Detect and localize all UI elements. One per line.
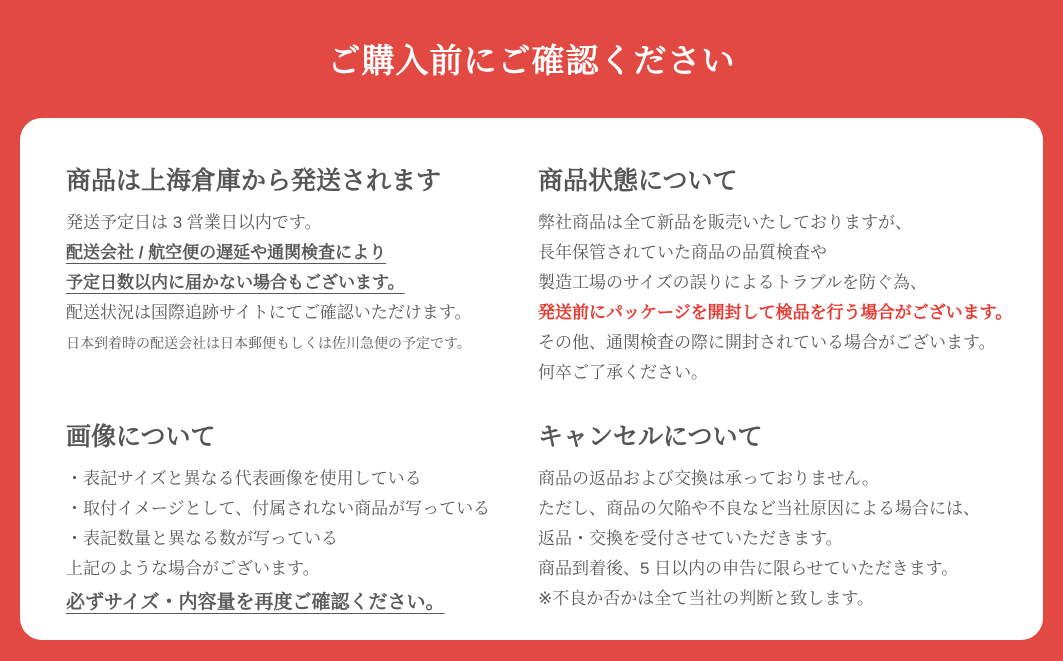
shipping-line-4: 配送状況は国際追跡サイトにてご確認いただけます。 <box>66 303 472 322</box>
cancellation-line-5: ※不良か否かは全て当社の判断と致します。 <box>538 589 874 608</box>
section-images-heading: 画像について <box>66 423 216 451</box>
condition-line-5: その他、通関検査の際に開封されている場合がございます。 <box>538 333 996 352</box>
shipping-line-1: 発送予定日は 3 営業日以内です。 <box>66 213 322 232</box>
banner-title: ご購入前にご確認ください <box>327 42 736 79</box>
section-condition <box>538 164 1012 410</box>
shipping-line-2: 配送会社 / 航空便の遅延や通関検査により <box>66 243 387 262</box>
condition-line-2: 長年保管されていた商品の品質検査や <box>538 243 827 262</box>
cancellation-line-2: ただし、商品の欠陥や不良など当社原因による場合には、 <box>538 499 980 518</box>
condition-line-6: 何卒ご了承ください。 <box>538 363 708 382</box>
images-bullet-1: ・表記サイズと異なる代表画像を使用している <box>66 469 422 488</box>
cancellation-line-3: 返品・交換を受付させていただきます。 <box>538 529 843 548</box>
section-cancellation-heading: キャンセルについて <box>538 423 763 451</box>
condition-warning-line: 発送前にパッケージを開封して検品を行う場合がございます。 <box>538 303 1013 322</box>
images-line-4: 上記のような場合がございます。 <box>66 559 320 578</box>
images-bullet-3: ・表記数量と異なる数が写っている <box>66 529 338 548</box>
section-shipping <box>66 164 538 410</box>
shipping-line-5: 日本到着時の配送会社は日本郵便もしくは佐川急便の予定です。 <box>66 335 471 351</box>
shipping-line-3: 予定日数以内に届かない場合もございます。 <box>66 273 405 292</box>
section-cancellation <box>538 420 1012 640</box>
images-emphasis-line: 必ずサイズ・内容量を再度ご確認ください。 <box>66 592 445 613</box>
section-images <box>66 420 538 640</box>
condition-line-3: 製造工場のサイズの誤りによるトラブルを防ぐ為、 <box>538 273 927 292</box>
condition-line-1: 弊社商品は全て新品を販売いたしておりますが、 <box>538 213 912 232</box>
section-condition-heading: 商品状態について <box>538 167 738 195</box>
cancellation-line-4: 商品到着後、5 日以内の申告に限らせていただきます。 <box>538 559 959 578</box>
cancellation-line-1: 商品の返品および交換は承っておりません。 <box>538 469 880 488</box>
images-bullet-2: ・取付イメージとして、付属されない商品が写っている <box>66 499 491 518</box>
section-shipping-heading: 商品は上海倉庫から発送されます <box>66 167 442 195</box>
notice-card <box>20 118 1043 640</box>
